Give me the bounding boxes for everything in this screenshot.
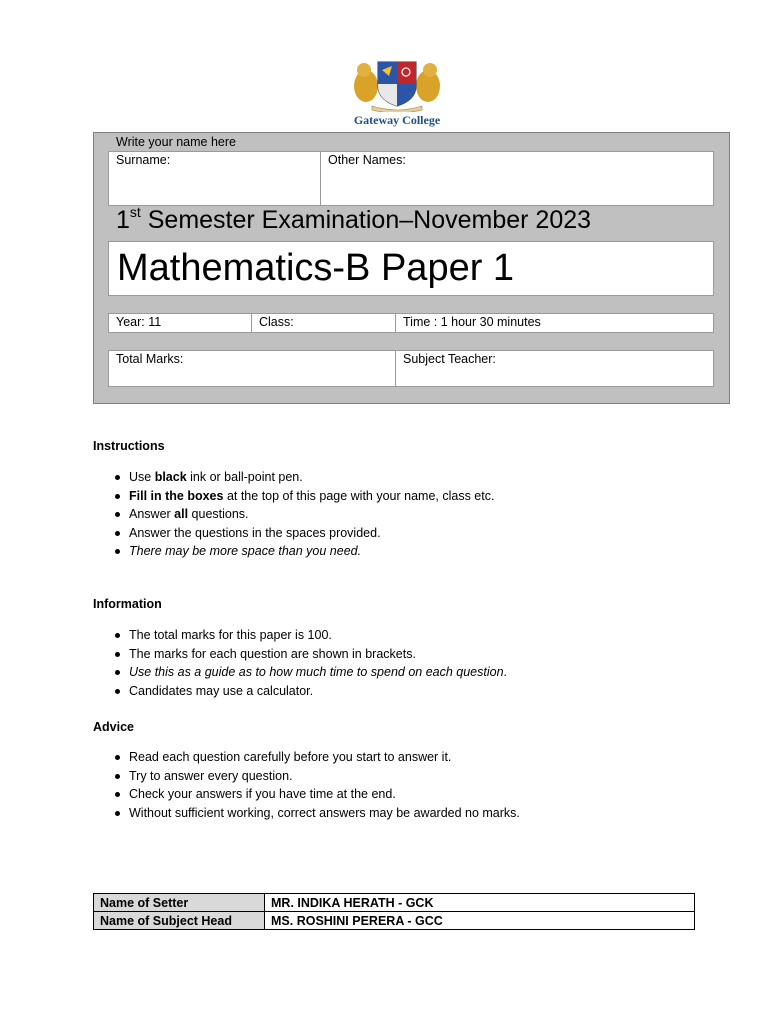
year-field bbox=[108, 313, 252, 333]
list-item: Without sufficient working, correct answers may be awarded no marks. bbox=[93, 804, 520, 823]
total-marks-field[interactable] bbox=[108, 350, 396, 387]
class-field[interactable] bbox=[251, 313, 396, 333]
time-field bbox=[395, 313, 714, 333]
information-heading: Information bbox=[93, 597, 162, 611]
information-list bbox=[93, 626, 507, 700]
advice-list bbox=[93, 748, 520, 822]
subject-head-value: MS. ROSHINI PERERA - GCC bbox=[265, 912, 695, 930]
time-label: Time : 1 hour 30 minutes bbox=[403, 315, 541, 329]
list-item: There may be more space than you need. bbox=[93, 542, 494, 561]
other-names-field[interactable] bbox=[320, 151, 714, 206]
staff-table bbox=[93, 893, 695, 930]
instructions-heading: Instructions bbox=[93, 439, 165, 453]
list-item: Fill in the boxes at the top of this page with your name, class etc. bbox=[93, 487, 494, 506]
list-item: Use this as a guide as to how much time to spend on each question. bbox=[93, 663, 507, 682]
setter-label: Name of Setter bbox=[94, 894, 265, 912]
list-item: Read each question carefully before you start to answer it. bbox=[93, 748, 520, 767]
paper-title: Mathematics-B Paper 1 bbox=[108, 241, 714, 296]
list-item: Try to answer every question. bbox=[93, 767, 520, 786]
surname-field[interactable] bbox=[108, 151, 321, 206]
total-marks-label: Total Marks: bbox=[116, 352, 184, 366]
list-item: Use black ink or ball-point pen. bbox=[93, 468, 494, 487]
subject-head-label: Name of Subject Head bbox=[94, 912, 265, 930]
subject-teacher-label: Subject Teacher: bbox=[403, 352, 496, 366]
list-item: Candidates may use a calculator. bbox=[93, 682, 507, 701]
year-label: Year: 11 bbox=[116, 315, 162, 329]
college-name: Gateway College bbox=[353, 113, 441, 127]
table-row bbox=[94, 894, 695, 912]
class-label: Class: bbox=[259, 315, 294, 329]
instructions-list bbox=[93, 468, 494, 561]
list-item: The marks for each question are shown in brackets. bbox=[93, 645, 507, 664]
table-row bbox=[94, 912, 695, 930]
list-item: The total marks for this paper is 100. bbox=[93, 626, 507, 645]
exam-heading: 1st Semester Examination–November 2023 bbox=[116, 204, 592, 234]
college-logo bbox=[344, 56, 450, 130]
surname-label: Surname: bbox=[116, 153, 171, 167]
setter-value: MR. INDIKA HERATH - GCK bbox=[265, 894, 695, 912]
list-item: Answer all questions. bbox=[93, 505, 494, 524]
list-item: Answer the questions in the spaces provided. bbox=[93, 524, 494, 543]
write-name-label: Write your name here bbox=[116, 135, 236, 149]
cover-box bbox=[93, 132, 730, 404]
subject-teacher-field[interactable] bbox=[395, 350, 714, 387]
list-item: Check your answers if you have time at the end. bbox=[93, 785, 520, 804]
advice-heading: Advice bbox=[93, 720, 134, 734]
college-crest-icon bbox=[344, 56, 450, 112]
other-names-label: Other Names: bbox=[328, 153, 406, 167]
